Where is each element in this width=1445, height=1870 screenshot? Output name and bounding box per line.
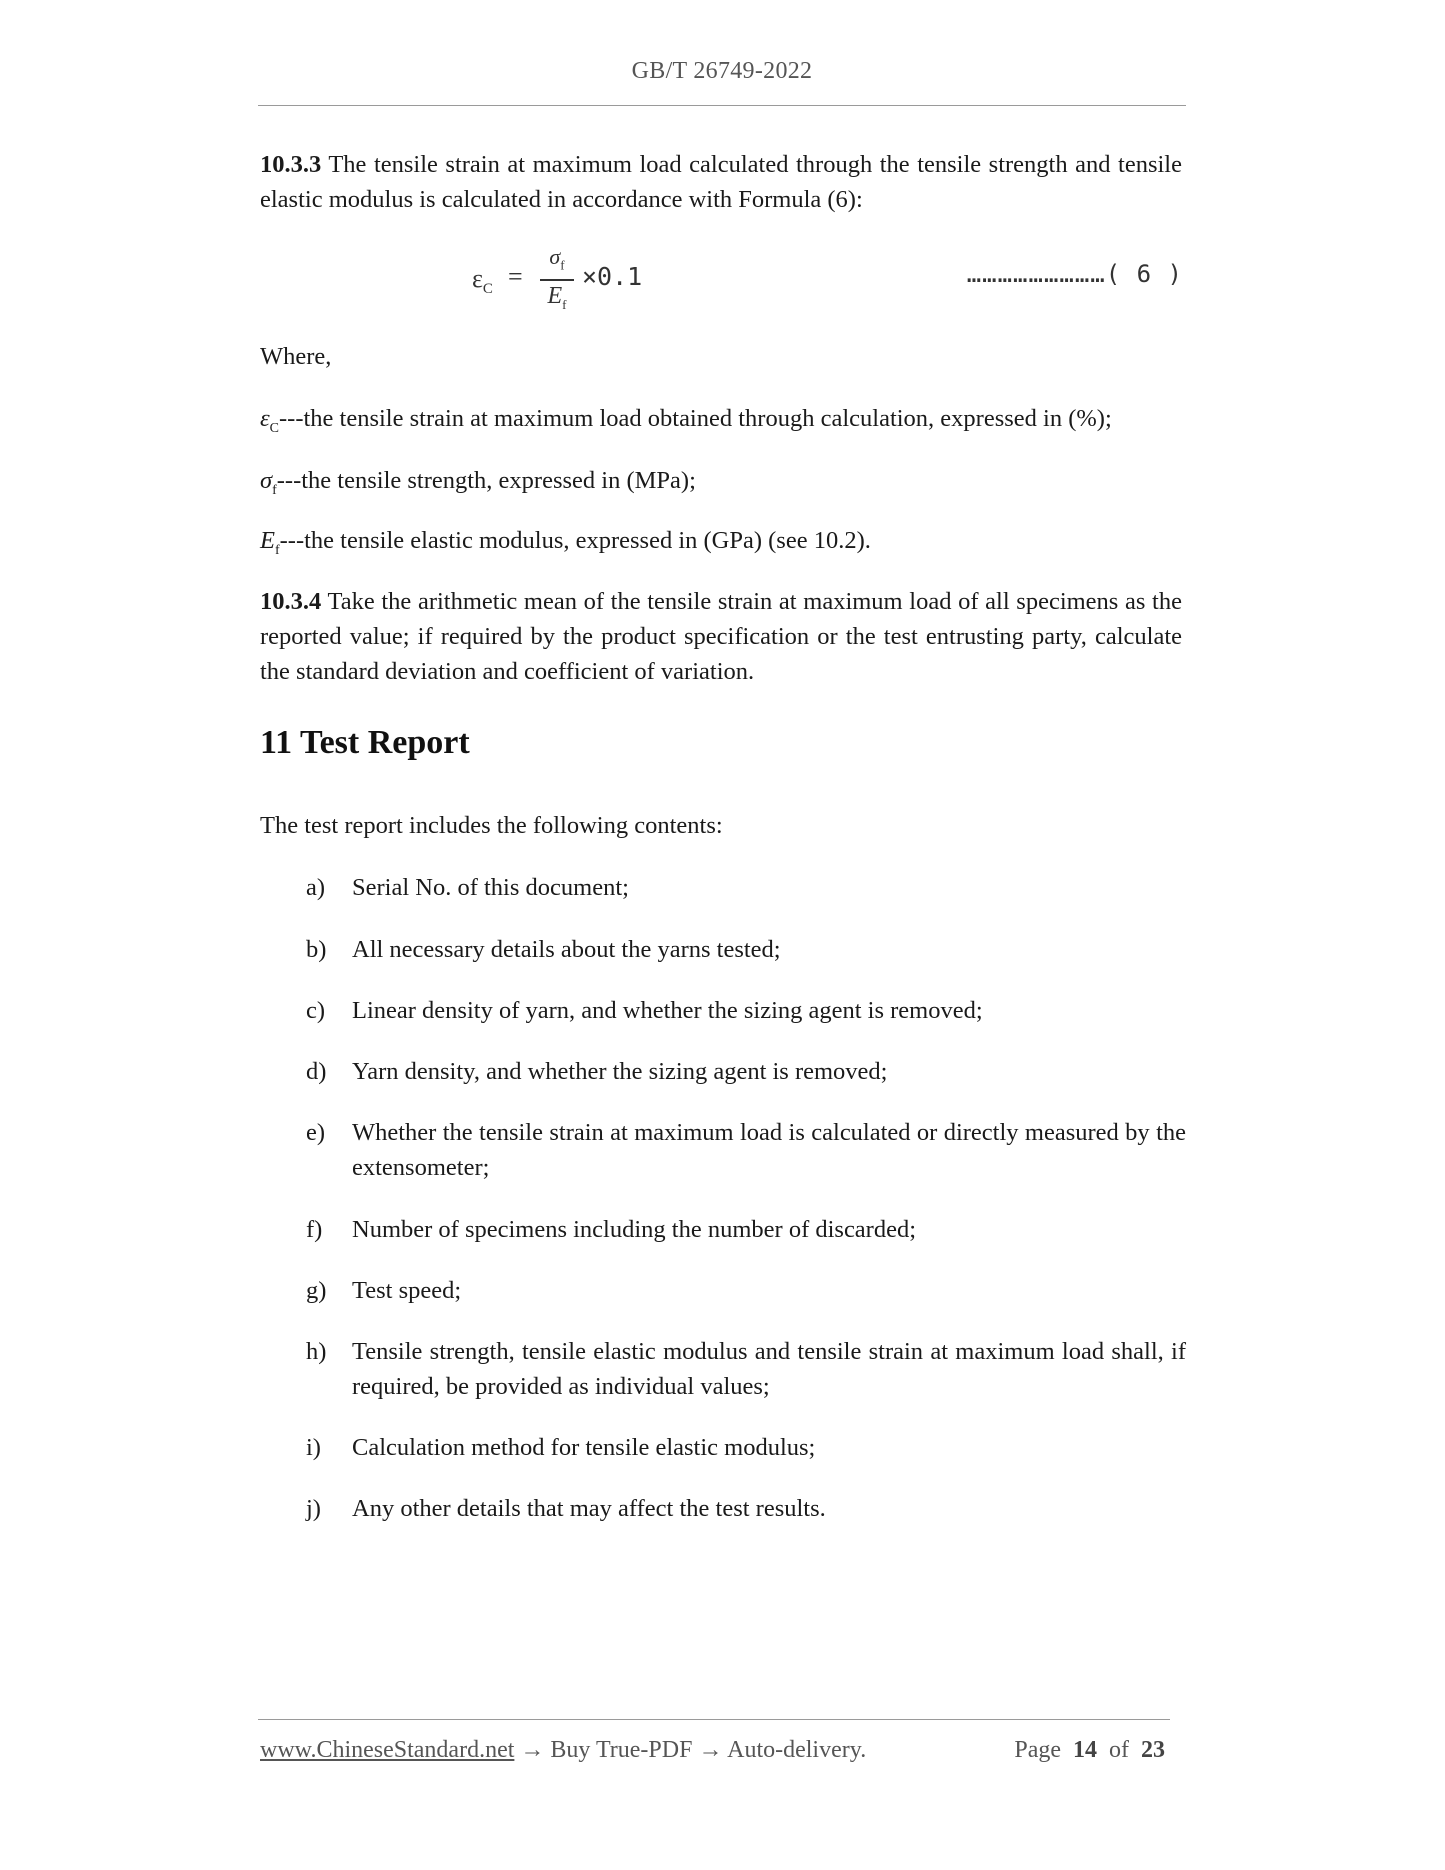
formula-fraction-bar — [540, 279, 574, 281]
page-current: 14 — [1073, 1737, 1097, 1763]
definition-modulus — [260, 523, 1182, 568]
site-link[interactable]: www.ChineseStandard.net — [260, 1737, 515, 1763]
clause-text: Take the arithmetic mean of the tensile strain at maximum load of all specimens as the reported value; if required by the product specification or the test entrusting party, calculate the standard deviation and coefficient of variation. — [260, 588, 1182, 685]
page-word: Page — [1014, 1737, 1061, 1763]
footer-promo-text: → Buy True-PDF → Auto-delivery. — [514, 1737, 867, 1763]
list-marker: f) — [306, 1216, 323, 1243]
list-marker: e) — [306, 1119, 326, 1146]
list-text: Yarn density, and whether the sizing agent is removed; — [352, 1058, 888, 1085]
list-item — [306, 870, 1186, 905]
formula-lhs-symbol: ε — [472, 264, 483, 293]
list-marker: b) — [306, 936, 327, 963]
definition-symbol-main: ε — [260, 405, 270, 432]
list-text: Any other details that may affect the test results. — [352, 1495, 826, 1522]
list-marker: i) — [306, 1434, 321, 1461]
formula-den-symbol: E — [547, 282, 563, 309]
list-marker: d) — [306, 1058, 327, 1085]
list-item — [306, 993, 1186, 1028]
formula-equals: = — [508, 262, 523, 291]
list-text: Serial No. of this document; — [352, 874, 629, 901]
section-intro: The test report includes the following contents: — [260, 812, 723, 839]
definition-strength — [260, 463, 1182, 508]
definition-symbol — [260, 405, 279, 436]
page-of: of — [1109, 1737, 1129, 1763]
list-text: Test speed; — [352, 1277, 462, 1304]
list-item — [306, 1212, 1186, 1247]
formula-lhs — [472, 264, 493, 298]
definition-symbol-sub: f — [274, 542, 280, 558]
formula-num-sub: f — [560, 257, 565, 273]
clause-10-3-4 — [260, 584, 1182, 689]
list-text: Tensile strength, tensile elastic modulus and tensile strain at maximum load shall, if required, be provided as individual values; — [352, 1338, 1186, 1400]
definition-text: ---the tensile strength, expressed in (MPa); — [276, 467, 696, 494]
clause-text: The tensile strain at maximum load calculated through the tensile strength and tensile elastic modulus is calculated in accordance with Formula (6): — [260, 151, 1182, 213]
definition-symbol-main: σ — [260, 467, 273, 494]
formula-lhs-sub: C — [482, 281, 493, 298]
definition-text: ---the tensile elastic modulus, expressed in (GPa) (see 10.2). — [279, 527, 871, 554]
footer-rule — [258, 1719, 1170, 1720]
list-item — [306, 1334, 1186, 1404]
page-header: GB/T 26749-2022 — [631, 58, 813, 84]
list-text: Whether the tensile strain at maximum load is calculated or directly measured by the extensometer; — [352, 1119, 1186, 1181]
list-item — [306, 1054, 1186, 1089]
definition-symbol-sub: C — [269, 420, 279, 436]
list-item — [306, 1115, 1186, 1185]
formula-multiplier: ×0.1 — [582, 262, 643, 291]
list-item — [306, 1273, 1186, 1308]
definition-symbol — [260, 527, 280, 558]
formula-numerator — [540, 244, 574, 278]
header-rule — [258, 105, 1186, 106]
list-text: Number of specimens including the number of discarded; — [352, 1216, 917, 1243]
list-item — [306, 932, 1186, 967]
list-text: All necessary details about the yarns tested; — [352, 936, 781, 963]
where-label: Where, — [260, 343, 332, 370]
list-marker: h) — [306, 1338, 327, 1365]
definition-symbol-main: E — [260, 527, 275, 554]
page-total: 23 — [1141, 1737, 1165, 1763]
clause-number: 10.3.3 — [260, 151, 322, 178]
definition-symbol — [260, 467, 277, 498]
formula-fraction — [540, 244, 574, 319]
definition-strain — [260, 401, 1182, 446]
formula-denominator — [540, 282, 574, 319]
definition-symbol-sub: f — [272, 482, 277, 498]
formula-number: ………………………( 6 ) — [966, 260, 1183, 288]
list-item — [306, 1430, 1186, 1465]
page-indicator — [940, 1737, 1165, 1764]
list-text: Linear density of yarn, and whether the sizing agent is removed; — [352, 997, 983, 1024]
clause-10-3-3 — [260, 147, 1182, 217]
list-marker: a) — [306, 874, 326, 901]
clause-number: 10.3.4 — [260, 588, 322, 615]
list-text: Calculation method for tensile elastic modulus; — [352, 1434, 816, 1461]
list-marker: j) — [306, 1495, 321, 1522]
section-heading: 11 Test Report — [260, 724, 470, 761]
list-item — [306, 1491, 1186, 1526]
footer-promo — [260, 1737, 866, 1764]
definition-text: ---the tensile strain at maximum load obtained through calculation, expressed in (%); — [279, 405, 1112, 432]
list-marker: g) — [306, 1277, 327, 1304]
list-marker: c) — [306, 997, 326, 1024]
formula-den-sub: f — [562, 296, 567, 312]
formula-num-symbol: σ — [549, 244, 561, 269]
